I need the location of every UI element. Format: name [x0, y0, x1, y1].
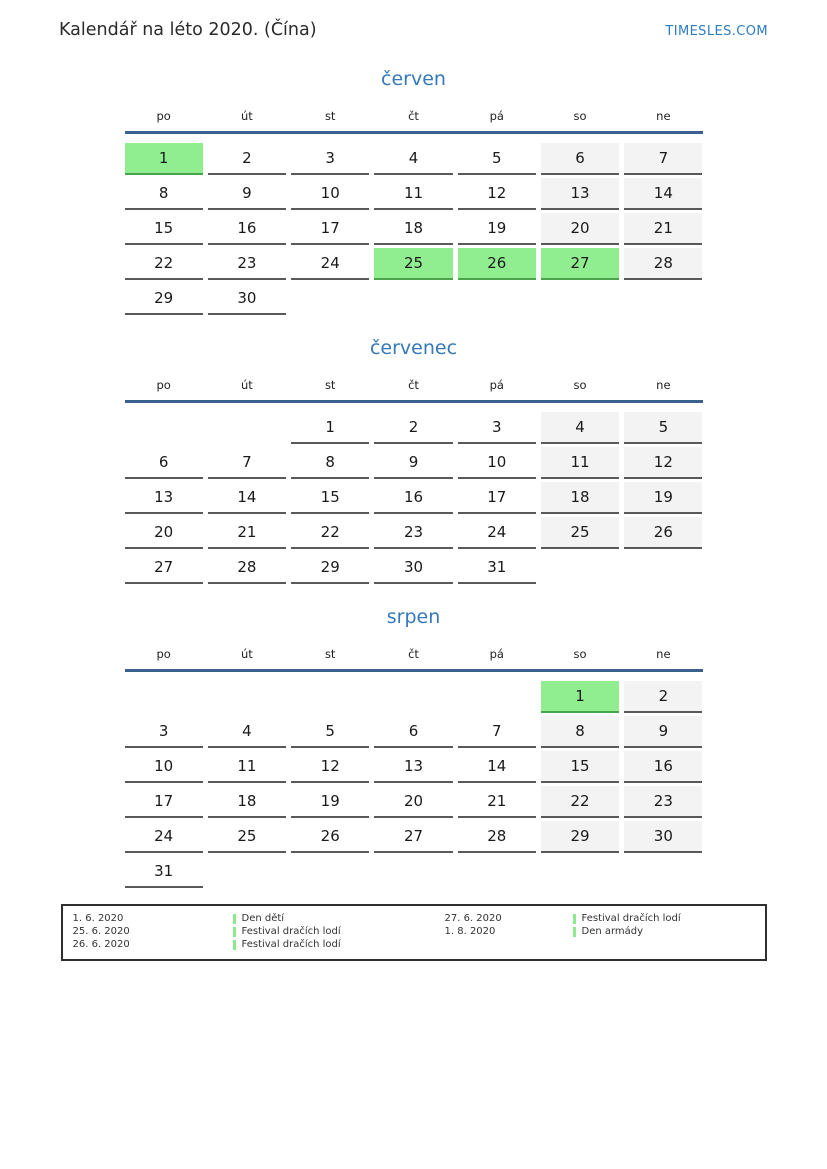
day-cell: 5	[291, 716, 369, 748]
day-cell-empty	[208, 681, 286, 713]
day-cell: 13	[541, 178, 619, 210]
day-cell: 19	[624, 482, 702, 514]
day-cell: 15	[541, 751, 619, 783]
legend-event-label: Den armády	[581, 926, 644, 937]
day-cell: 20	[374, 786, 452, 818]
day-cell: 25	[208, 821, 286, 853]
day-cell: 12	[291, 751, 369, 783]
day-cell: 22	[125, 248, 203, 280]
day-cell: 13	[374, 751, 452, 783]
weekday-label: po	[156, 647, 171, 661]
day-cell-empty	[458, 681, 536, 713]
day-cell-empty	[541, 552, 619, 584]
weekday-label: út	[241, 647, 253, 661]
legend-event-label: Festival dračích lodí	[581, 913, 681, 924]
weekday-label: so	[573, 109, 587, 123]
day-cell: 17	[125, 786, 203, 818]
legend-date: 1. 6. 2020	[72, 913, 124, 924]
day-cell: 25	[374, 248, 452, 280]
day-cell: 11	[208, 751, 286, 783]
event-marker-icon	[573, 927, 576, 937]
day-cell: 9	[374, 447, 452, 479]
day-cell-empty	[291, 681, 369, 713]
day-cell: 3	[125, 716, 203, 748]
day-cell: 27	[125, 552, 203, 584]
day-cell: 9	[624, 716, 702, 748]
day-cell: 2	[208, 143, 286, 175]
calendar	[125, 68, 703, 888]
day-cell: 17	[458, 482, 536, 514]
day-cell: 11	[374, 178, 452, 210]
weekday-label: čt	[408, 109, 419, 123]
weekday-label: út	[241, 109, 253, 123]
day-cell: 23	[624, 786, 702, 818]
event-marker-icon	[233, 927, 236, 937]
weekday-label: pá	[489, 109, 504, 123]
weekday-label: út	[241, 378, 253, 392]
month-grid	[125, 412, 703, 584]
day-cell: 8	[541, 716, 619, 748]
legend-event	[233, 926, 341, 937]
legend-event-label: Den dětí	[241, 913, 285, 924]
legend-column	[445, 912, 755, 951]
day-cell-empty	[458, 283, 536, 315]
day-cell: 26	[624, 517, 702, 549]
day-cell-empty	[208, 856, 286, 888]
day-cell: 24	[291, 248, 369, 280]
day-cell: 1	[541, 681, 619, 713]
day-cell: 26	[458, 248, 536, 280]
day-cell: 20	[125, 517, 203, 549]
day-cell: 8	[291, 447, 369, 479]
day-cell: 23	[208, 248, 286, 280]
legend-item	[73, 912, 445, 925]
day-cell-empty	[541, 856, 619, 888]
day-cell: 15	[291, 482, 369, 514]
day-cell: 22	[291, 517, 369, 549]
day-cell: 14	[208, 482, 286, 514]
legend-box	[61, 904, 767, 961]
legend-event	[573, 913, 681, 924]
day-cell: 8	[125, 178, 203, 210]
weekday-label: st	[324, 647, 336, 661]
day-cell-empty	[374, 283, 452, 315]
month-title: červenec	[369, 337, 458, 359]
day-cell: 3	[291, 143, 369, 175]
day-cell-empty	[624, 552, 702, 584]
day-cell: 29	[125, 283, 203, 315]
month-section-červen	[125, 68, 703, 315]
day-cell: 21	[458, 786, 536, 818]
day-cell: 28	[208, 552, 286, 584]
day-cell: 18	[541, 482, 619, 514]
day-cell: 20	[541, 213, 619, 245]
day-cell: 6	[125, 447, 203, 479]
weekday-label: po	[156, 109, 171, 123]
day-cell: 12	[624, 447, 702, 479]
day-cell: 7	[458, 716, 536, 748]
header-divider-line	[125, 669, 703, 672]
legend-event	[233, 913, 285, 924]
day-cell: 18	[374, 213, 452, 245]
day-cell: 12	[458, 178, 536, 210]
month-section-červenec	[125, 337, 703, 584]
day-cell: 24	[458, 517, 536, 549]
day-cell: 5	[458, 143, 536, 175]
weekday-label: čt	[408, 647, 419, 661]
legend-event	[233, 939, 341, 950]
weekday-header-row	[125, 109, 703, 123]
day-cell: 16	[624, 751, 702, 783]
day-cell: 27	[541, 248, 619, 280]
month-title: červen	[381, 68, 446, 90]
month-title: srpen	[386, 606, 441, 628]
months	[125, 68, 703, 888]
weekday-label: pá	[489, 378, 504, 392]
day-cell: 27	[374, 821, 452, 853]
day-cell: 16	[208, 213, 286, 245]
day-cell: 19	[291, 786, 369, 818]
day-cell: 30	[374, 552, 452, 584]
legend-event-label: Festival dračích lodí	[241, 939, 341, 950]
legend-date: 1. 8. 2020	[444, 926, 496, 937]
weekday-label: ne	[656, 109, 671, 123]
weekday-label: st	[324, 378, 336, 392]
legend-event-label: Festival dračích lodí	[241, 926, 341, 937]
weekday-header-row	[125, 378, 703, 392]
day-cell: 29	[541, 821, 619, 853]
day-cell: 30	[624, 821, 702, 853]
day-cell: 1	[291, 412, 369, 444]
legend-column	[73, 912, 445, 951]
legend-item	[73, 938, 445, 951]
weekday-label: ne	[656, 378, 671, 392]
day-cell: 2	[374, 412, 452, 444]
day-cell-empty	[291, 283, 369, 315]
header-divider-line	[125, 131, 703, 134]
day-cell: 2	[624, 681, 702, 713]
legend-item	[445, 925, 755, 938]
day-cell: 31	[125, 856, 203, 888]
page-header	[0, 0, 827, 40]
weekday-label: so	[573, 647, 587, 661]
month-grid	[125, 143, 703, 315]
page-title: Kalendář na léto 2020. (Čína)	[59, 20, 317, 40]
day-cell: 4	[208, 716, 286, 748]
weekday-label: čt	[408, 378, 419, 392]
day-cell: 13	[125, 482, 203, 514]
day-cell-empty	[291, 856, 369, 888]
day-cell: 7	[208, 447, 286, 479]
legend-item	[445, 912, 755, 925]
day-cell: 31	[458, 552, 536, 584]
day-cell: 4	[374, 143, 452, 175]
day-cell: 14	[624, 178, 702, 210]
event-marker-icon	[573, 914, 576, 924]
legend-date: 26. 6. 2020	[72, 939, 130, 950]
day-cell: 9	[208, 178, 286, 210]
day-cell-empty	[208, 412, 286, 444]
day-cell: 11	[541, 447, 619, 479]
weekday-label: so	[573, 378, 587, 392]
day-cell: 6	[541, 143, 619, 175]
legend-date: 27. 6. 2020	[444, 913, 502, 924]
day-cell-empty	[374, 856, 452, 888]
day-cell: 18	[208, 786, 286, 818]
legend-event	[573, 926, 644, 937]
header-divider-line	[125, 400, 703, 403]
day-cell: 5	[624, 412, 702, 444]
legend-item	[73, 925, 445, 938]
day-cell: 29	[291, 552, 369, 584]
day-cell-empty	[374, 681, 452, 713]
day-cell: 30	[208, 283, 286, 315]
day-cell: 3	[458, 412, 536, 444]
day-cell: 10	[125, 751, 203, 783]
day-cell: 7	[624, 143, 702, 175]
weekday-label: ne	[656, 647, 671, 661]
day-cell: 15	[125, 213, 203, 245]
site-link[interactable]: TIMESLES.COM	[665, 24, 768, 39]
day-cell-empty	[125, 412, 203, 444]
day-cell-empty	[624, 283, 702, 315]
day-cell: 17	[291, 213, 369, 245]
day-cell: 28	[458, 821, 536, 853]
day-cell: 24	[125, 821, 203, 853]
day-cell: 14	[458, 751, 536, 783]
legend-date: 25. 6. 2020	[72, 926, 130, 937]
day-cell-empty	[125, 681, 203, 713]
day-cell: 4	[541, 412, 619, 444]
weekday-label: pá	[489, 647, 504, 661]
weekday-label: st	[324, 109, 336, 123]
weekday-header-row	[125, 647, 703, 661]
event-marker-icon	[233, 940, 236, 950]
day-cell: 16	[374, 482, 452, 514]
day-cell: 26	[291, 821, 369, 853]
day-cell-empty	[624, 856, 702, 888]
day-cell: 1	[125, 143, 203, 175]
day-cell: 23	[374, 517, 452, 549]
day-cell: 28	[624, 248, 702, 280]
day-cell: 10	[291, 178, 369, 210]
day-cell: 6	[374, 716, 452, 748]
day-cell-empty	[541, 283, 619, 315]
day-cell: 10	[458, 447, 536, 479]
day-cell: 22	[541, 786, 619, 818]
day-cell: 25	[541, 517, 619, 549]
month-grid	[125, 681, 703, 888]
day-cell: 21	[208, 517, 286, 549]
event-marker-icon	[233, 914, 236, 924]
month-section-srpen	[125, 606, 703, 888]
day-cell-empty	[458, 856, 536, 888]
weekday-label: po	[156, 378, 171, 392]
day-cell: 19	[458, 213, 536, 245]
day-cell: 21	[624, 213, 702, 245]
